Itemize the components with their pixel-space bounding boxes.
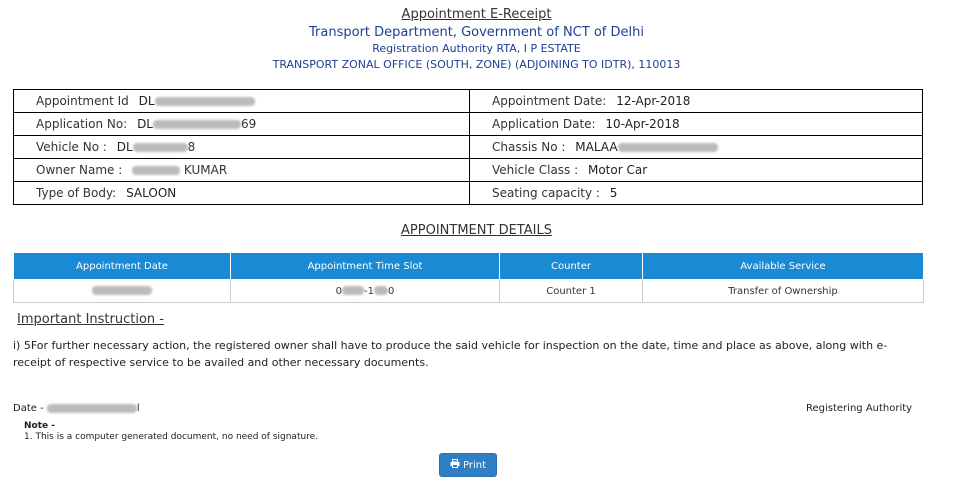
appointment-details-table: [13, 252, 924, 303]
vehicle-no-value-prefix: DL: [116, 140, 133, 154]
vehicle-no-cell: [14, 136, 470, 159]
vehicle-class-value: Motor Car: [587, 163, 648, 177]
print-button[interactable]: [439, 453, 497, 477]
office-address: TRANSPORT ZONAL OFFICE (SOUTH, ZONE) (ADJOINING TO IDTR), 110013: [272, 58, 681, 71]
vehicle-class-label: Vehicle Class :: [492, 163, 579, 177]
appointment-date-label: Appointment Date:: [492, 94, 607, 108]
seating-capacity-value: 5: [609, 186, 618, 200]
appointment-id-cell: [14, 90, 470, 113]
redacted-mask: [374, 286, 388, 295]
body-type-value: SALOON: [126, 186, 177, 200]
table-row: [14, 280, 924, 303]
owner-name-label: Owner Name :: [36, 163, 123, 177]
application-date-label: Application Date:: [492, 117, 596, 131]
redacted-mask: [92, 286, 152, 295]
instructions-text: i) 5For further necessary action, the registered owner shall have to produce the said vehicle for inspection on the date, time and place as above, along with e-receipt of respective service to be availed and other necessary documents.: [13, 339, 888, 369]
appointment-details-heading: APPOINTMENT DETAILS: [401, 223, 552, 238]
owner-name-value-suffix: KUMAR: [183, 163, 228, 177]
owner-name-cell: [14, 159, 470, 182]
seating-capacity-label: Seating capacity :: [492, 186, 600, 200]
redacted-mask: [47, 404, 137, 413]
appointment-id-value: DL: [138, 94, 155, 108]
redacted-mask: [618, 143, 718, 152]
appointment-date-cell: [14, 280, 231, 303]
info-row: [14, 182, 923, 205]
redacted-mask: [155, 97, 255, 106]
application-date-value: 10-Apr-2018: [605, 117, 680, 131]
body-type-cell: [14, 182, 470, 205]
chassis-no-value-prefix: MALAA: [575, 140, 618, 154]
table-header-row: [14, 253, 924, 280]
note-text: 1. This is a computer generated document, no need of signature.: [24, 432, 319, 442]
time-slot-cell: [231, 280, 500, 303]
info-row: [14, 113, 923, 136]
body-type-label: Type of Body:: [36, 186, 117, 200]
redacted-mask: [342, 286, 364, 295]
appointment-date-cell: [470, 90, 923, 113]
time-slot-prefix: 0: [335, 285, 342, 297]
receipt-title: Appointment E-Receipt: [401, 7, 552, 22]
note-label: Note -: [24, 421, 55, 431]
date-suffix: l: [136, 403, 140, 414]
time-slot-suffix: 0: [387, 285, 395, 297]
vehicle-class-cell: [470, 159, 923, 182]
info-row: [14, 136, 923, 159]
print-icon: [450, 459, 460, 471]
receipt-header: [0, 6, 953, 73]
info-row: [14, 90, 923, 113]
redacted-mask: [132, 166, 180, 175]
column-header: Available Service: [643, 253, 924, 280]
registering-authority: Registering Authority: [806, 403, 913, 414]
time-slot-dash: -1: [364, 285, 374, 297]
info-row: [14, 159, 923, 182]
application-no-value-prefix: DL: [137, 117, 153, 131]
application-no-cell: [14, 113, 470, 136]
counter-cell: Counter 1: [500, 280, 643, 303]
appointment-date-value: 12-Apr-2018: [616, 94, 691, 108]
column-header: Counter: [500, 253, 643, 280]
date-line: [13, 403, 140, 414]
department-name: Transport Department, Government of NCT of Delhi: [309, 25, 644, 40]
vehicle-no-value-suffix: 8: [187, 140, 196, 154]
registration-authority: Registration Authority RTA, I P ESTATE: [372, 42, 581, 55]
redacted-mask: [133, 143, 188, 152]
column-header: Appointment Date: [14, 253, 231, 280]
vehicle-info-table: [13, 89, 923, 205]
chassis-no-label: Chassis No :: [492, 140, 566, 154]
application-date-cell: [470, 113, 923, 136]
instructions-heading: Important Instruction -: [17, 312, 164, 327]
application-no-label: Application No:: [36, 117, 128, 131]
chassis-no-cell: [470, 136, 923, 159]
vehicle-no-label: Vehicle No :: [36, 140, 107, 154]
application-no-value-suffix: 69: [241, 117, 257, 131]
seating-capacity-cell: [470, 182, 923, 205]
redacted-mask: [153, 120, 241, 129]
print-button-label: Print: [462, 460, 486, 471]
appointment-id-label: Appointment Id: [36, 94, 129, 108]
service-cell: Transfer of Ownership: [643, 280, 924, 303]
column-header: Appointment Time Slot: [231, 253, 500, 280]
date-label: Date -: [13, 403, 44, 414]
